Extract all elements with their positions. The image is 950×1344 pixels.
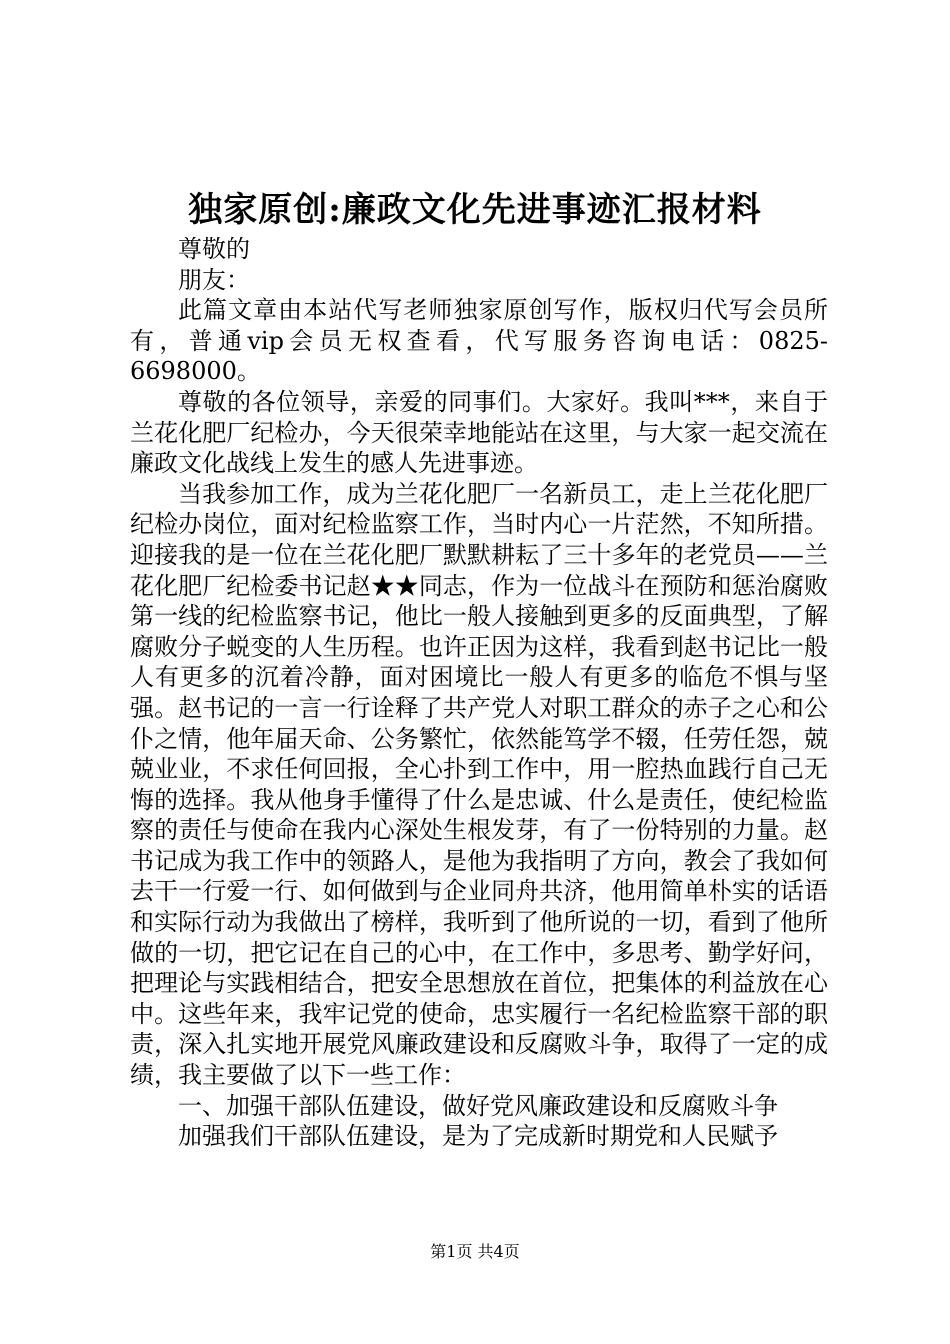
section-heading-1: 一、加强干部队伍建设，做好党风廉政建设和反腐败斗争 xyxy=(178,1091,778,1120)
main-story-paragraph: 当我参加工作，成为兰花化肥厂一名新员工，走上兰花化肥厂纪检办岗位，面对纪检监察工作，当时内心一片茫然，不知所措。迎接我的是一位在兰花化肥厂默默耕耘了三十多年的老党员——兰花化肥厂纪检委书记赵★★同志，作为一位战斗在预防和惩治腐败第一线的纪检监察书记，他比一般人接触到更多的反面典型，了解腐败分子蜕变的人生历程。也许正因为这样，我看到赵书记比一般人有更多的沉着冷静，面对困境比一般人有更多的临危不惧与坚强。赵书记的一言一行诠释了共产党人对职工群众的赤子之心和公仆之情，他年届天命、公务繁忙，依然能笃学不辍，任劳任怨，兢兢业业，不求任何回报，全心扑到工作中，用一腔热血践行自己无悔的选择。我从他身手懂得了什么是忠诚、什么是责任，使纪检监察的责任与使命在我内心深处生根发芽，有了一份特别的力量。赵书记成为我工作中的领路人，是他为我指明了方向，教会了我如何去干一行爱一行、如何做到与企业同舟共济，他用简单朴实的话语和实际行动为我做出了榜样，我听到了他所说的一切，看到了他所做的一切，把它记在自己的心中，在工作中，多思考、勤学好问，把理论与实践相结合，把安全思想放在首位，把集体的利益放在心中。这些年来，我牢记党的使命，忠实履行一名纪检监察干部的职责，深入扎实地开展党风廉政建设和反腐败斗争，取得了一定的成绩，我主要做了以下一些工作： xyxy=(130,479,828,1090)
document-body xyxy=(130,234,828,1152)
section-1-paragraph: 加强我们干部队伍建设，是为了完成新时期党和人民赋予 xyxy=(178,1122,778,1151)
copyright-notice-paragraph: 此篇文章由本站代写老师独家原创写作，版权归代写会员所有，普通vip会员无权查看，代写服务咨询电话：0825-6698000。 xyxy=(130,296,828,386)
salutation-line-1: 尊敬的 xyxy=(178,235,250,263)
greeting-paragraph: 尊敬的各位领导，亲爱的同事们。大家好。我叫***，来自于兰花化肥厂纪检办，今天很荣幸地能站在这里，与大家一起交流在廉政文化战线上发生的感人先进事迹。 xyxy=(130,387,828,478)
document-title: 独家原创:廉政文化先进事迹汇报材料 xyxy=(188,190,762,230)
salutation-line-2: 朋友： xyxy=(178,265,250,294)
page-number-footer: 第1页 共4页 xyxy=(430,1242,520,1261)
